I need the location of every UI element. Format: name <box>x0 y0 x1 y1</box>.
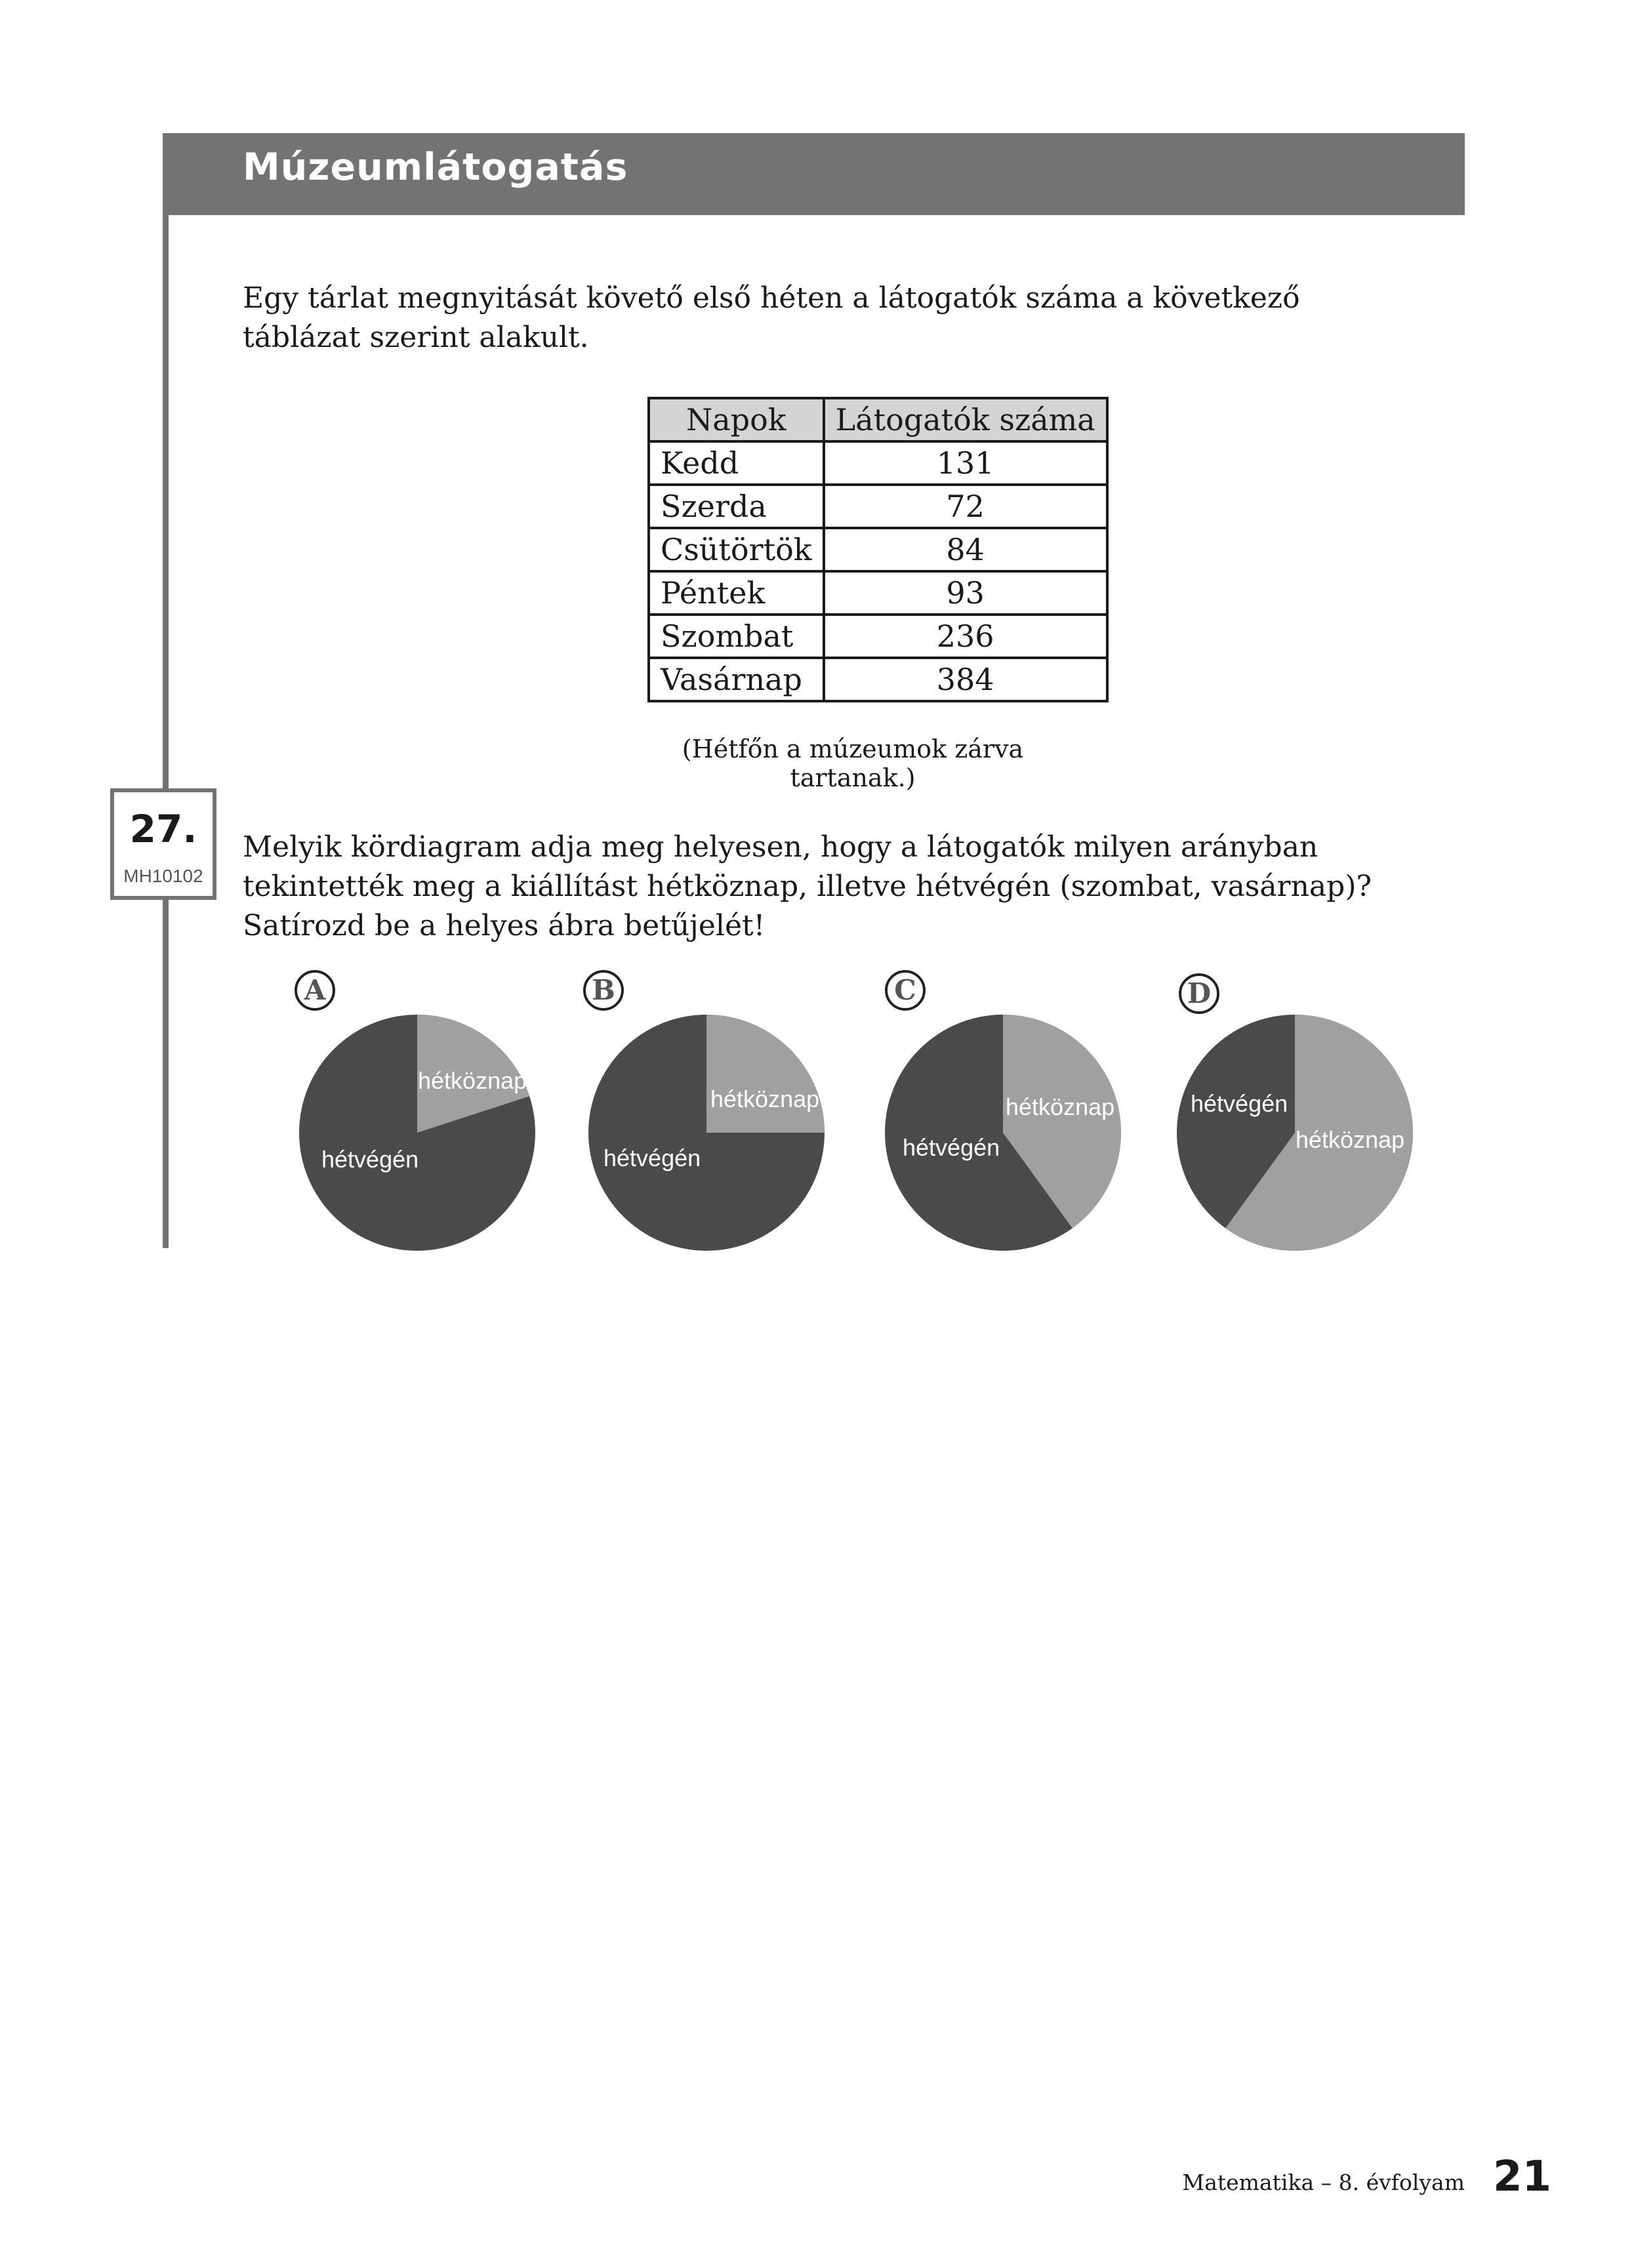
pie-label-weekend: hétvégén <box>321 1146 419 1173</box>
option-letter: C <box>894 974 916 1006</box>
question-number: 27. <box>129 807 197 851</box>
section-title: Múzeumlátogatás <box>243 146 628 189</box>
table-cell-day: Szombat <box>649 615 824 658</box>
pie-label-weekday: hétköznap <box>1296 1126 1405 1153</box>
question-text: Melyik kördiagram adja meg helyesen, hogy a látogatók milyen arányban tekintették meg a kiállítást hétköznap, illetve hétvégén (szombat, vasárnap)? Satírozd be a helyes ábra betűjelét! <box>243 830 1372 942</box>
table-cell-day: Csütörtök <box>649 528 824 571</box>
question-code: MH10102 <box>123 866 203 886</box>
table-cell-day: Vasárnap <box>649 658 824 701</box>
pie-label-weekday: hétköznap <box>418 1067 527 1094</box>
pie-label-weekday: hétköznap <box>1006 1093 1115 1120</box>
table-cell-count: 93 <box>824 571 1107 615</box>
pie-label-weekend: hétvégén <box>903 1134 1000 1161</box>
option-letter: A <box>304 974 326 1006</box>
table-note: (Hétfőn a múzeumok zárva tartanak.) <box>682 735 1024 792</box>
pie-label-weekend: hétvégén <box>1191 1090 1288 1117</box>
table-cell-count: 236 <box>824 615 1107 658</box>
option-letter: B <box>592 974 615 1006</box>
pie-label-weekday: hétköznap <box>710 1085 820 1112</box>
table-cell-day: Szerda <box>649 485 824 528</box>
table-cell-day: Péntek <box>649 571 824 615</box>
footer-subject: Matematika – 8. évfolyam <box>1182 2170 1465 2195</box>
table-cell-count: 72 <box>824 485 1107 528</box>
table-cell-day: Kedd <box>649 441 824 485</box>
table-cell-count: 131 <box>824 441 1107 485</box>
table-cell-count: 384 <box>824 658 1107 701</box>
pie-slice-weekday <box>706 1015 825 1133</box>
pie-label-weekend: hétvégén <box>603 1144 701 1171</box>
page-number: 21 <box>1493 2153 1552 2201</box>
table-header-days: Napok <box>649 398 824 441</box>
intro-text: Egy tárlat megnyitását követő első héten a látogatók száma a következő táblázat szerint alakult. <box>243 281 1300 354</box>
table-cell-count: 84 <box>824 528 1107 571</box>
option-letter: D <box>1187 977 1212 1009</box>
table-header-visitors: Látogatók száma <box>824 398 1107 441</box>
